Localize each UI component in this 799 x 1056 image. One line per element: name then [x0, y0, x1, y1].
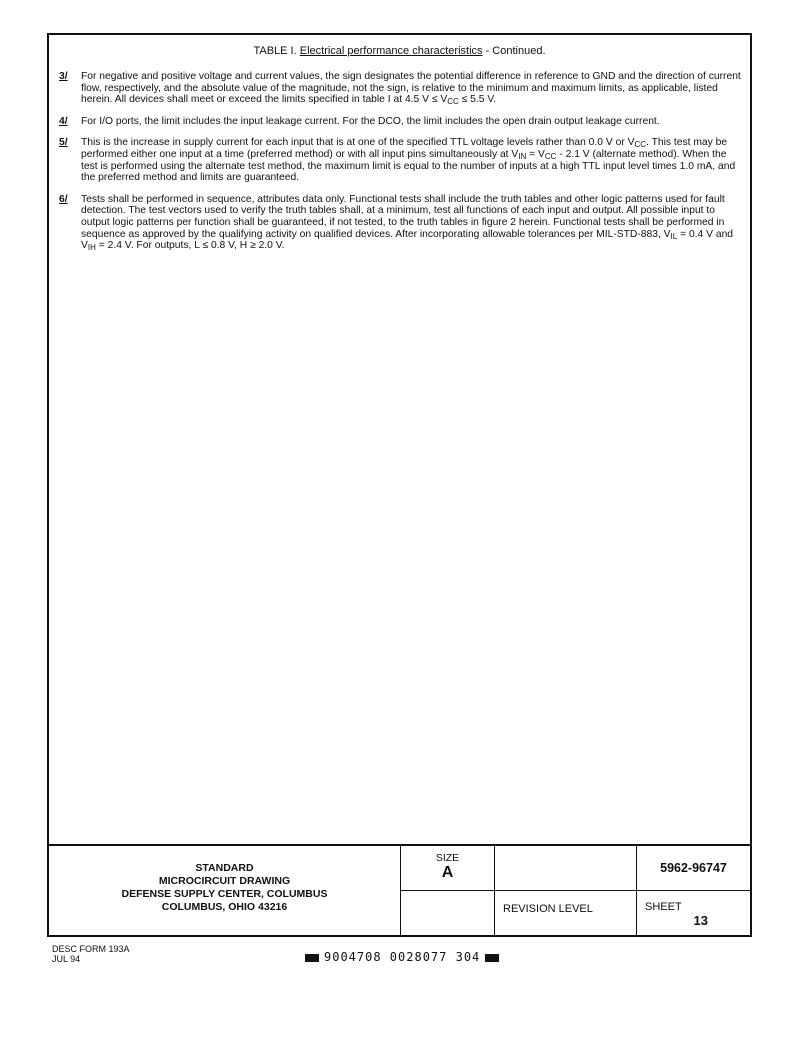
note-5: 5/ This is the increase in supply current for each input that is at one of the specified TTL voltage levels rather than 0.0 V or $V_{CC}$. This test may be performed either one input at a time (preferred method) or with all input pins simultaneously at $V_{IN} = V_{CC} - 2.1$ V (alternate method). When the test is performed using the alternate test method, the maximum limit is equal to the number of inputs at a high TTL input level times 1.0 mA, and the preferred method and limits are guaranteed. [59, 137, 736, 184]
page-frame [47, 33, 752, 937]
drawing-number: 5962-96747 [637, 846, 750, 891]
marker-block [485, 954, 499, 962]
document-control-number: 9004708 0028077 304 [300, 950, 504, 964]
sheet-cell: SHEET 13 [645, 901, 708, 928]
marker-block [305, 954, 319, 962]
blank-cell [495, 846, 637, 891]
blank-cell [401, 891, 495, 935]
form-identifier: DESC FORM 193A JUL 94 [52, 944, 130, 964]
revision-level-cell: REVISION LEVEL [495, 891, 637, 935]
note-6: 6/ Tests shall be performed in sequence, attributes data only. Functional tests shall include the truth tables and other logic patterns used for fault detection. The test vectors used to verify the truth tables shall, at a minimum, test all functions of each input and output. All possible input to output logic patterns per function shall be guaranteed, if not tested, to the truth tables in figure 2 herein. Functional tests shall be performed in sequence as approved by the qualifying activity on qualified devices. After incorporating allowable tolerances per MIL-STD-883, $V_{IL} = 0.4$ V and $V_{IH} = 2.4$ V. For outputs, L ≤ 0.8 V, H ≥ 2.0 V. [59, 193, 734, 253]
title-block [49, 844, 750, 935]
note-3: 3/ For negative and positive voltage and current values, the sign designates the potential difference in reference to GND and the direction of current flow, respectively, and the absolute value of the magnitude, not the sign, is relative to the minimum and maximum limits, as applicable, listed herein. All devices shall meet or exceed the limits specified in table I at 4.5 $V \le V_{CC} \le 5.5$ V. [59, 71, 741, 107]
table-title: TABLE I. Electrical performance characteristics - Continued. [253, 45, 546, 57]
note-4: 4/ For I/O ports, the limit includes the input leakage current. For the DCO, the limit includes the open drain output leakage current. [59, 115, 660, 127]
issuer-block: STANDARD MICROCIRCUIT DRAWING DEFENSE SUPPLY CENTER, COLUMBUS COLUMBUS, OHIO 43216 [49, 846, 401, 935]
size-cell: SIZE A [401, 846, 495, 891]
notes-section [57, 71, 744, 262]
